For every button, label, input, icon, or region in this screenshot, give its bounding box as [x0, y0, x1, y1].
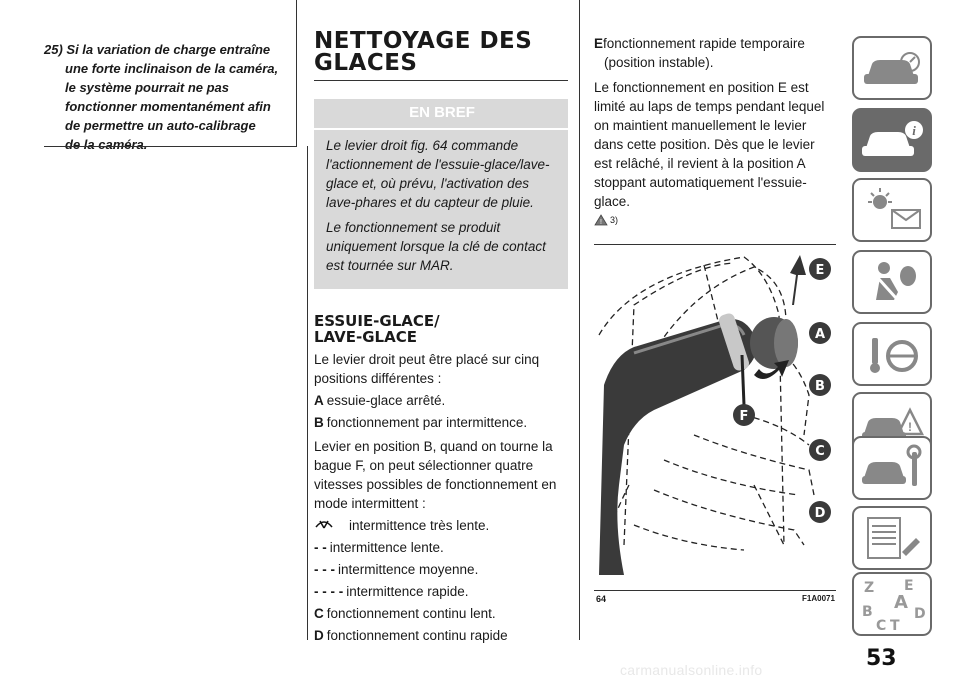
main-column — [314, 30, 568, 645]
position-key: E — [594, 36, 604, 51]
title-underline — [314, 80, 568, 81]
position-key: C — [314, 606, 324, 621]
note-line: fonctionner momentanément afin — [65, 99, 271, 114]
note-line: 25) Si la variation de charge entraîne — [44, 42, 271, 57]
steering-start-icon — [854, 324, 930, 384]
intro-paragraph: Le levier droit peut être placé sur cinq positions différentes : — [314, 352, 540, 386]
svg-text:B: B — [862, 604, 873, 620]
svg-text:C: C — [876, 618, 887, 634]
svg-text:E: E — [904, 578, 914, 594]
column-divider — [307, 146, 308, 640]
position-text: fonctionnement continu lent. — [326, 606, 496, 621]
subsection-heading-line: LAVE-GLACE — [314, 328, 417, 346]
svg-text:!: ! — [600, 219, 602, 226]
tab-car-info[interactable] — [852, 108, 932, 172]
speed-key: - - - - — [314, 584, 344, 599]
subsection-heading — [314, 313, 568, 345]
note-line: de la caméra. — [65, 137, 148, 152]
airbag-safety-icon — [854, 252, 930, 312]
label-b: B — [815, 379, 825, 394]
warning-triangle-icon — [594, 214, 608, 226]
tab-warning-lights[interactable] — [852, 178, 932, 242]
speed-key: - - — [314, 540, 327, 555]
position-text: fonctionnement par intermittence. — [326, 415, 528, 430]
summary-divider — [314, 128, 568, 130]
position-text-continued: (position instable). — [604, 55, 714, 70]
index-letters-icon — [854, 574, 930, 634]
wiper-lever-figure — [594, 245, 838, 589]
speed-item — [314, 560, 568, 579]
tab-maintenance[interactable] — [852, 436, 932, 500]
label-e: E — [815, 263, 825, 278]
position-key: A — [314, 393, 324, 408]
speed-item — [314, 538, 568, 557]
figure-code: F1A0071 — [802, 594, 835, 603]
tab-driving[interactable] — [852, 322, 932, 386]
tab-safety[interactable] — [852, 250, 932, 314]
wiper-icon — [314, 516, 334, 530]
section-title-line: NETTOYAGE DES — [314, 28, 533, 54]
note-line: une forte inclinaison de la caméra, — [65, 61, 279, 76]
figure-number: 64 — [596, 594, 607, 604]
summary-paragraph: Le levier droit fig. 64 commande l'actionnement de l'essuie-glace/lave-glace et, où prévu, l'activation des lave-phares et du capteur de pluie. — [326, 138, 550, 210]
svg-text:Z: Z — [864, 580, 875, 596]
note-divider — [44, 146, 297, 147]
position-text: fonctionnement continu rapide — [326, 628, 508, 643]
position-text: fonctionnement rapide temporaire — [603, 36, 805, 51]
warning-lights-icon — [854, 180, 930, 240]
warning-ref-number: 3) — [610, 215, 619, 225]
watermark: carmanualsonline.info — [620, 662, 763, 678]
svg-text:T: T — [890, 618, 900, 634]
car-maintenance-icon — [854, 438, 930, 498]
label-f: F — [739, 409, 749, 424]
summary-box — [314, 99, 568, 289]
speed-key: - - - — [314, 562, 335, 577]
position-item — [314, 413, 568, 432]
svg-text:D: D — [914, 606, 926, 622]
label-a: A — [814, 327, 826, 342]
position-item — [314, 604, 568, 623]
svg-text:A: A — [894, 592, 908, 613]
speed-text: intermittence très lente. — [349, 518, 490, 533]
speed-text: intermittence lente. — [329, 540, 444, 555]
ring-paragraph: Levier en position B, quand on tourne la bague F, on peut sélectionner quatre vitesses possibles de fonctionnement en mode intermittent : — [314, 439, 557, 511]
car-info-icon — [854, 110, 930, 170]
speed-text: intermittence moyenne. — [338, 562, 479, 577]
section-title — [314, 30, 568, 74]
position-item — [314, 391, 568, 410]
speed-item — [314, 516, 568, 535]
label-d: D — [814, 506, 826, 521]
label-c: C — [815, 444, 825, 459]
summary-heading: EN BREF — [409, 104, 475, 121]
note-line: le système pourrait ne pas — [65, 80, 230, 95]
body-paragraph: Le fonctionnement en position E est limité au laps de temps pendant lequel on maintient manuellement le levier dans cette position. Dès que le levier est relâché, il revient à la position A stoppant automatiquement l'essuie-glace. — [594, 80, 825, 209]
position-text: essuie-glace arrêté. — [326, 393, 446, 408]
position-item — [314, 626, 568, 645]
warning-reference — [594, 214, 834, 226]
tab-dashboard[interactable] — [852, 36, 932, 100]
speed-item — [314, 582, 568, 601]
subsection-heading-line: ESSUIE-GLACE/ — [314, 312, 440, 330]
figure-bottom-rule — [594, 590, 836, 591]
right-column — [594, 34, 834, 226]
position-key: D — [314, 628, 324, 643]
dashboard-car-icon — [854, 38, 930, 98]
column-divider — [296, 0, 297, 146]
tab-specs[interactable] — [852, 506, 932, 570]
page-number: 53 — [866, 646, 897, 671]
pointer-f — [742, 355, 744, 405]
specs-list-icon — [854, 508, 930, 568]
arrow-e-icon — [790, 255, 806, 305]
position-key: B — [314, 415, 324, 430]
summary-paragraph: Le fonctionnement se produit uniquement lorsque la clé de contact est tournée sur MAR. — [326, 220, 546, 273]
svg-text:i: i — [912, 123, 916, 138]
warning-note — [44, 40, 298, 154]
speed-text: intermittence rapide. — [346, 584, 469, 599]
position-item — [594, 34, 834, 53]
note-line: de permettre un auto-calibrage — [65, 118, 256, 133]
column-divider — [579, 0, 580, 640]
section-title-line: GLACES — [314, 50, 418, 76]
tab-index[interactable] — [852, 572, 932, 636]
svg-text:!: ! — [908, 420, 912, 434]
